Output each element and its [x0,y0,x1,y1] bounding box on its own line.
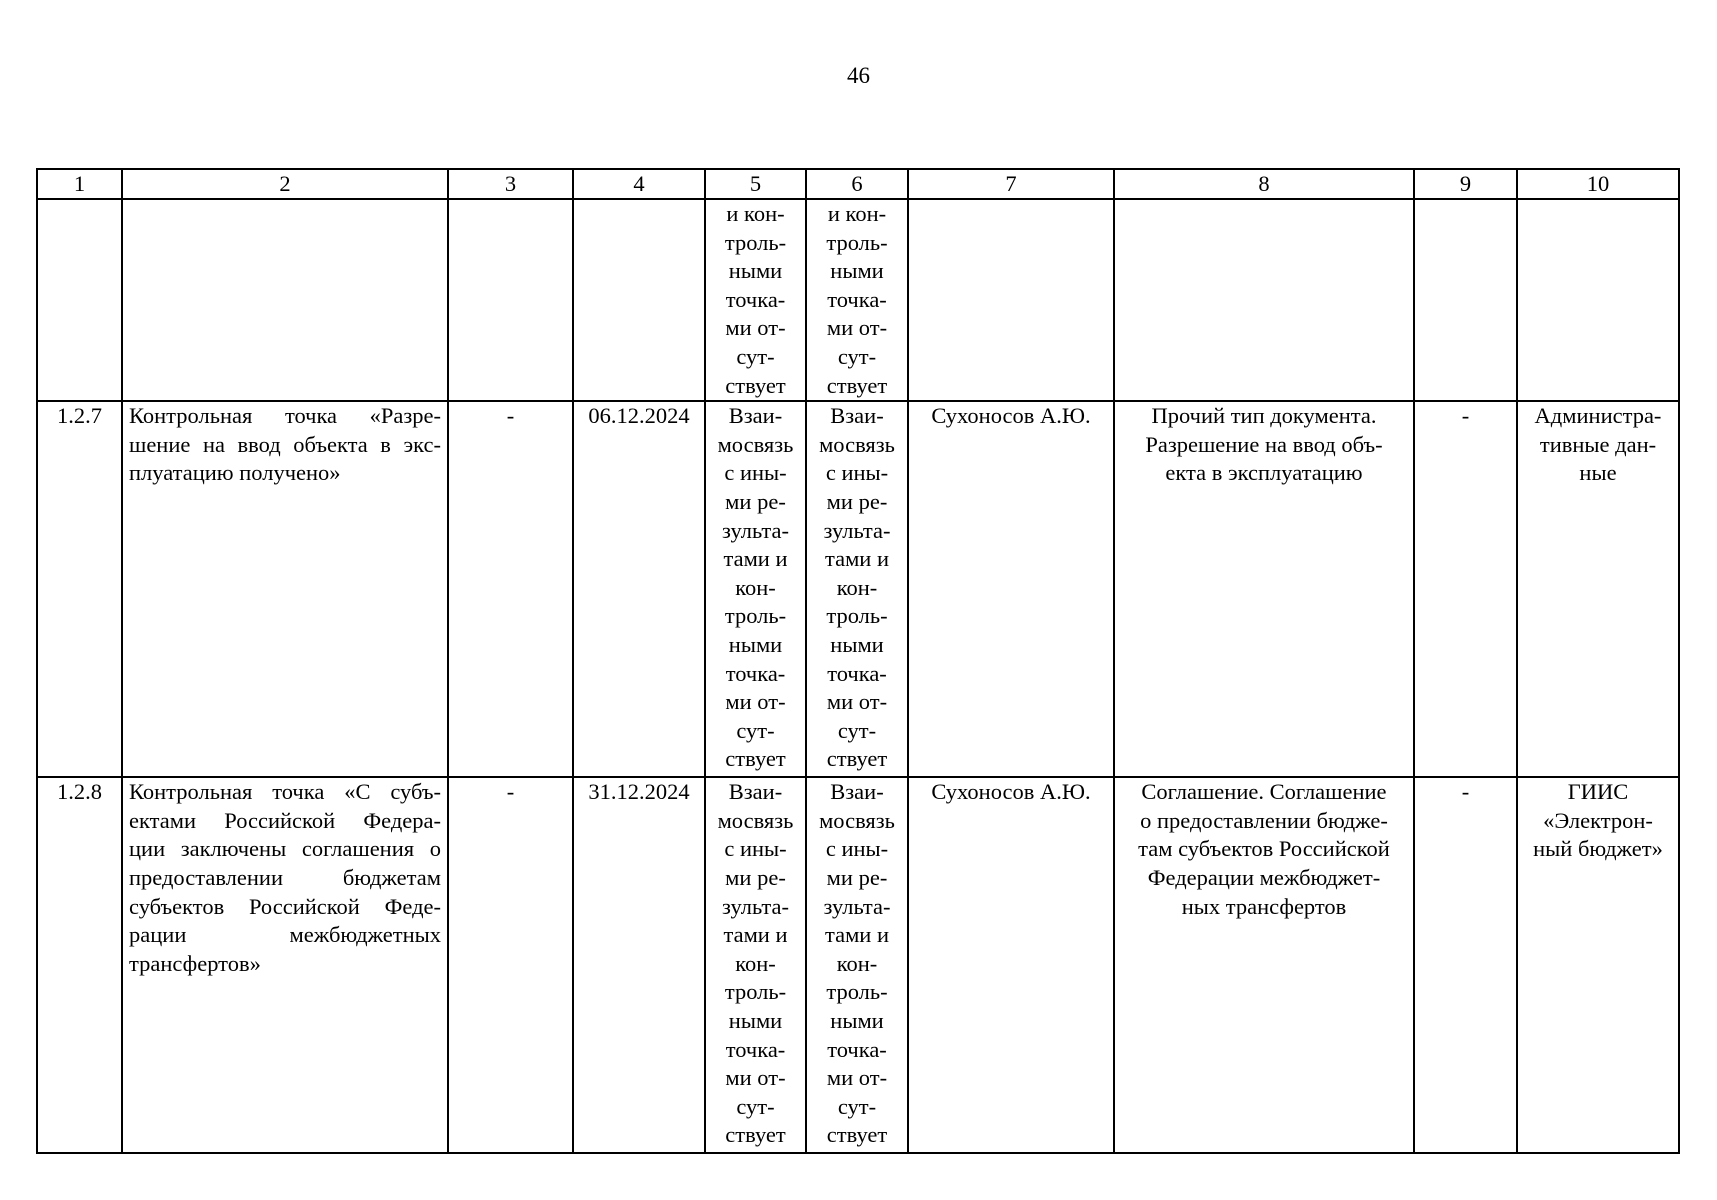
cell-relation-points: Взаи- мосвязь с ины- ми ре- зульта- тами и кон- троль- ными точка- ми от- сут- ствует [806,401,908,777]
cell-name: Контрольная точка «С субъ- ектами Российской Федера- ции заключены соглашения о предоставлении бюджетам субъектов Российской Феде- рации межбюджетных трансфертов» [122,777,448,1153]
col-header-1: 1 [37,169,122,199]
col-header-10: 10 [1517,169,1679,199]
table-row [37,401,1679,777]
cell-empty [1114,199,1414,401]
plan-table [36,168,1680,1154]
cell-relation-results: Взаи- мосвязь с ины- ми ре- зульта- тами и кон- троль- ными точка- ми от- сут- ствует [705,401,806,777]
cell-empty [122,199,448,401]
cell-responsible: Сухоносов А.Ю. [908,401,1114,777]
col-header-4: 4 [573,169,705,199]
cell-empty [1414,199,1517,401]
cell-date: 31.12.2024 [573,777,705,1153]
cell-relation-results: и кон- троль- ными точка- ми от- сут- ствует [705,199,806,401]
cell-col3: - [448,777,573,1153]
cell-relation-results: Взаи- мосвязь с ины- ми ре- зульта- тами и кон- троль- ными точка- ми от- сут- ствует [705,777,806,1153]
cell-empty [448,199,573,401]
header-row [37,169,1679,199]
col-header-8: 8 [1114,169,1414,199]
cell-empty [573,199,705,401]
cell-responsible: Сухоносов А.Ю. [908,777,1114,1153]
cell-relation-points: и кон- троль- ными точка- ми от- сут- ствует [806,199,908,401]
col-header-3: 3 [448,169,573,199]
col-header-5: 5 [705,169,806,199]
page-number: 46 [847,63,870,88]
col-header-6: 6 [806,169,908,199]
col-header-2: 2 [122,169,448,199]
col-header-9: 9 [1414,169,1517,199]
cell-col9: - [1414,777,1517,1153]
cell-info-source: Администра- тивные дан- ные [1517,401,1679,777]
table-row [37,777,1679,1153]
cell-col3: - [448,401,573,777]
cell-empty [908,199,1114,401]
table-row-continuation [37,199,1679,401]
cell-info-source: ГИИС «Электрон- ный бюджет» [1517,777,1679,1153]
cell-date: 06.12.2024 [573,401,705,777]
cell-empty [37,199,122,401]
cell-document-type: Прочий тип документа. Разрешение на ввод объ- екта в эксплуатацию [1114,401,1414,777]
cell-relation-points: Взаи- мосвязь с ины- ми ре- зульта- тами и кон- троль- ными точка- ми от- сут- ствует [806,777,908,1153]
cell-name: Контрольная точка «Разре- шение на ввод объекта в экс- плуатацию получено» [122,401,448,777]
cell-id: 1.2.7 [37,401,122,777]
cell-document-type: Соглашение. Соглашение о предоставлении бюдже- там субъектов Российской Федерации межбюджет- ных трансфертов [1114,777,1414,1153]
cell-empty [1517,199,1679,401]
cell-col9: - [1414,401,1517,777]
cell-id: 1.2.8 [37,777,122,1153]
col-header-7: 7 [908,169,1114,199]
